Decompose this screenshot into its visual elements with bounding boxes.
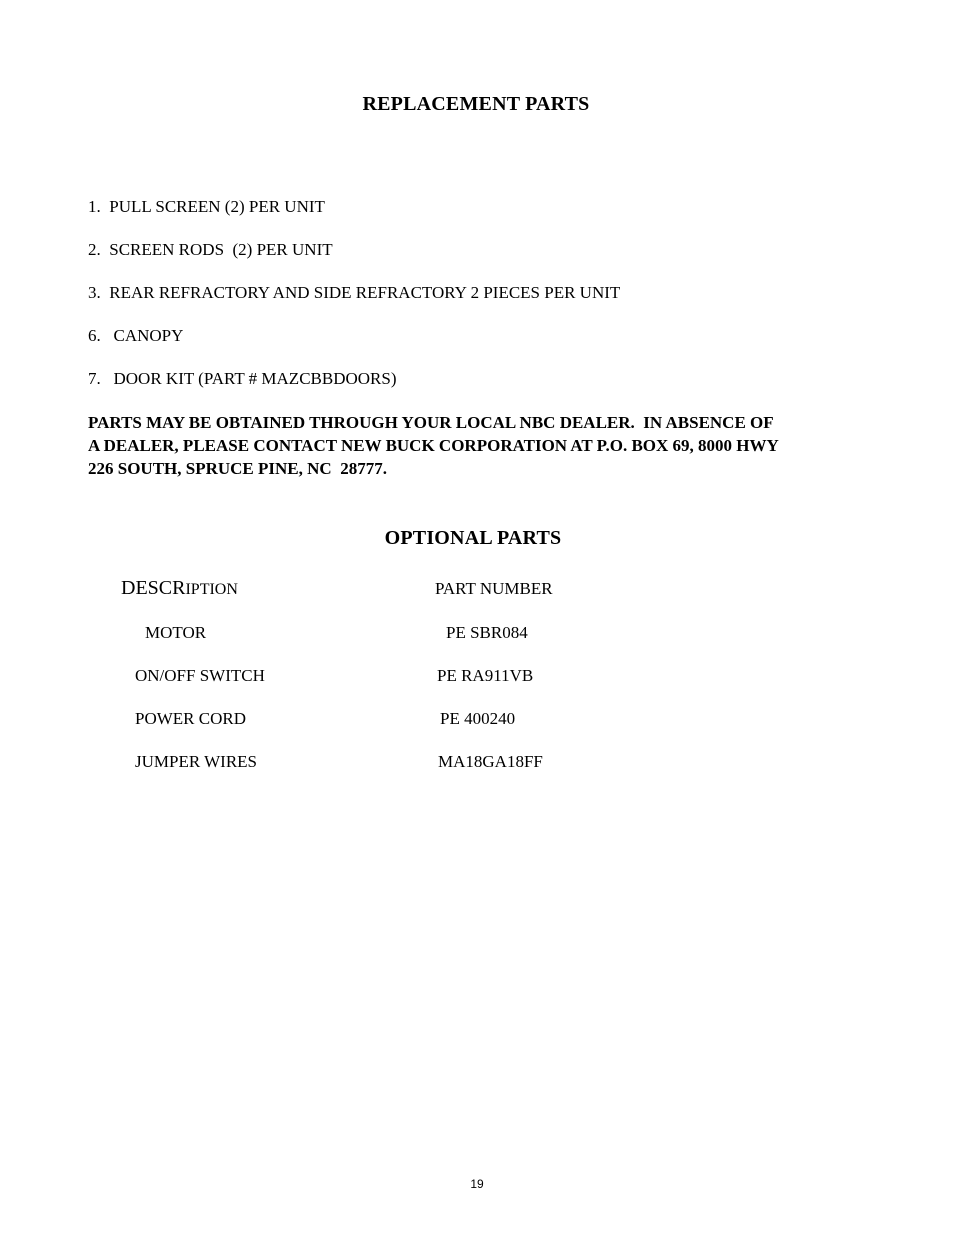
description-header-caps: DESCR [121, 577, 186, 599]
optional-part-description: JUMPER WIRES [135, 752, 258, 771]
dealer-notice-line: PARTS MAY BE OBTAINED THROUGH YOUR LOCAL NBC DEALER. IN ABSENCE OF [88, 413, 774, 432]
dealer-notice-line: 226 SOUTH, SPRUCE PINE, NC 28777. [88, 459, 387, 478]
replacement-item: 6. CANOPY [88, 326, 184, 345]
page-number: 19 [470, 1177, 484, 1191]
dealer-notice-line: A DEALER, PLEASE CONTACT NEW BUCK CORPORATION AT P.O. BOX 69, 8000 HWY [88, 436, 779, 455]
optional-part-number: PE 400240 [440, 709, 516, 728]
description-column-header [121, 577, 238, 600]
optional-part-description: MOTOR [145, 623, 207, 642]
replacement-item: 3. REAR REFRACTORY AND SIDE REFRACTORY 2 PIECES PER UNIT [88, 283, 621, 302]
optional-part-description: ON/OFF SWITCH [135, 666, 265, 685]
optional-part-number: PE SBR084 [446, 623, 528, 642]
optional-part-number: PE RA911VB [437, 666, 534, 685]
optional-part-number: MA18GA18FF [438, 752, 543, 771]
part-number-column-header: PART NUMBER [435, 579, 553, 598]
replacement-item: 2. SCREEN RODS (2) PER UNIT [88, 240, 333, 259]
replacement-item: 1. PULL SCREEN (2) PER UNIT [88, 197, 325, 216]
dealer-notice [88, 411, 878, 480]
replacement-parts-heading: REPLACEMENT PARTS [362, 93, 590, 115]
replacement-item: 7. DOOR KIT (PART # MAZCBBDOORS) [88, 369, 397, 388]
optional-parts-heading: OPTIONAL PARTS [384, 527, 562, 549]
optional-part-description: POWER CORD [135, 709, 246, 728]
description-header-small: IPTION [185, 581, 238, 598]
